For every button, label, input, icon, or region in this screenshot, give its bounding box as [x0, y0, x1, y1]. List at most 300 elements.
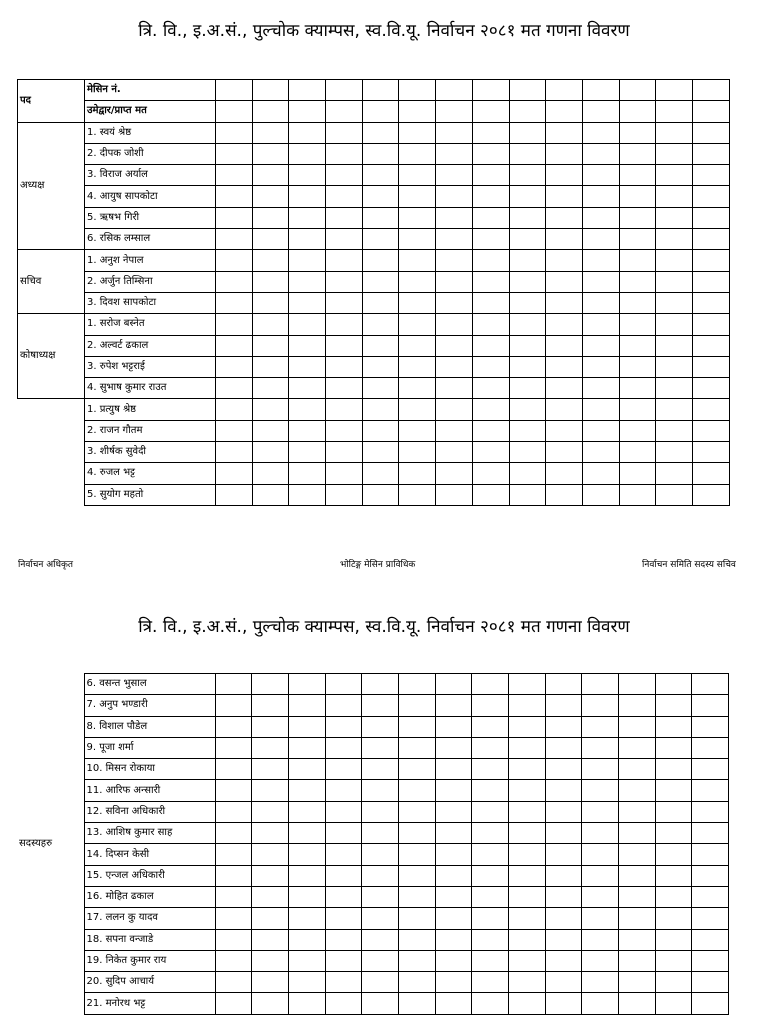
vote-cell: [656, 463, 693, 484]
vote-cell: [472, 80, 509, 101]
vote-cell: [582, 908, 619, 929]
vote-cell: [362, 737, 399, 758]
vote-cell: [619, 314, 656, 335]
vote-cell: [399, 101, 436, 122]
vote-cell: [546, 442, 583, 463]
vote-cell: [399, 229, 436, 250]
vote-cell: [399, 314, 436, 335]
vote-cell: [472, 484, 509, 505]
vote-cell: [289, 420, 326, 441]
vote-cell: [436, 463, 473, 484]
candidate-name: 4. आयुष सापकोटा: [85, 186, 216, 207]
vote-cell: [215, 801, 252, 822]
vote-cell: [398, 929, 435, 950]
table-row: [18, 207, 730, 228]
vote-cell: [472, 165, 509, 186]
vote-cell: [656, 165, 693, 186]
vote-cell: [692, 865, 729, 886]
vote-cell: [509, 250, 546, 271]
vote-cell: [582, 674, 619, 695]
vote-cell: [325, 695, 362, 716]
vote-cell: [472, 886, 509, 907]
vote-cell: [656, 186, 693, 207]
vote-cell: [288, 993, 325, 1014]
vote-cell: [399, 186, 436, 207]
vote-cell: [692, 271, 729, 292]
vote-cell: [546, 463, 583, 484]
vote-cell: [582, 865, 619, 886]
vote-cell: [472, 378, 509, 399]
vote-cell: [656, 229, 693, 250]
vote-cell: [582, 292, 619, 313]
vote-cell: [692, 780, 729, 801]
vote-cell: [619, 759, 656, 780]
vote-cell: [326, 80, 363, 101]
vote-cell: [582, 823, 619, 844]
candidate-name: 9. पूजा शर्मा: [84, 737, 215, 758]
vote-cell: [582, 929, 619, 950]
vote-cell: [509, 716, 546, 737]
vote-cell: [289, 101, 326, 122]
vote-cell: [656, 292, 693, 313]
vote-cell: [362, 122, 399, 143]
vote-cell: [546, 80, 583, 101]
vote-cell: [398, 780, 435, 801]
vote-cell: [619, 442, 656, 463]
table-row: [18, 335, 730, 356]
post-name-members: सदस्यहरु: [17, 674, 84, 1015]
vote-cell: [545, 950, 582, 971]
candidate-name: 2. राजन गौतम: [85, 420, 216, 441]
vote-cell: [656, 442, 693, 463]
vote-cell: [509, 186, 546, 207]
table-row: [18, 229, 730, 250]
vote-cell: [472, 780, 509, 801]
vote-cell: [326, 122, 363, 143]
vote-cell: [362, 292, 399, 313]
vote-cell: [619, 865, 656, 886]
vote-cell: [326, 250, 363, 271]
vote-cell: [619, 737, 656, 758]
vote-cell: [398, 950, 435, 971]
vote-cell: [509, 420, 546, 441]
candidate-name: 2. दीपक जोशी: [85, 143, 216, 164]
candidate-name: 3. विराज अर्याल: [85, 165, 216, 186]
vote-cell: [252, 865, 289, 886]
vote-cell: [509, 801, 546, 822]
candidate-name: 21. मनोरथ भट्ट: [84, 993, 215, 1014]
vote-cell: [288, 972, 325, 993]
vote-cell: [509, 229, 546, 250]
vote-cell: [288, 674, 325, 695]
vote-cell: [362, 950, 399, 971]
vote-cell: [545, 972, 582, 993]
vote-cell: [655, 972, 692, 993]
vote-cell: [582, 737, 619, 758]
vote-cell: [362, 801, 399, 822]
vote-cell: [692, 399, 729, 420]
vote-cell: [545, 780, 582, 801]
vote-cell: [692, 292, 729, 313]
table-row: [17, 929, 729, 950]
vote-cell: [692, 908, 729, 929]
vote-cell: [692, 250, 729, 271]
vote-cell: [399, 250, 436, 271]
vote-cell: [692, 80, 729, 101]
vote-cell: [509, 356, 546, 377]
vote-cell: [252, 399, 289, 420]
vote-cell: [398, 865, 435, 886]
vote-cell: [656, 378, 693, 399]
vote-cell: [362, 207, 399, 228]
vote-cell: [582, 972, 619, 993]
vote-cell: [656, 420, 693, 441]
vote-cell: [435, 886, 472, 907]
vote-cell: [436, 165, 473, 186]
vote-cell: [546, 229, 583, 250]
vote-cell: [436, 250, 473, 271]
table-row: [18, 271, 730, 292]
vote-cell: [656, 122, 693, 143]
vote-cell: [619, 250, 656, 271]
vote-cell: [216, 101, 253, 122]
vote-cell: [216, 484, 253, 505]
vote-cell: [436, 335, 473, 356]
vote-cell: [362, 823, 399, 844]
vote-cell: [252, 716, 289, 737]
vote-cell: [509, 101, 546, 122]
vote-cell: [582, 801, 619, 822]
vote-cell: [362, 250, 399, 271]
vote-cell: [509, 143, 546, 164]
vote-cell: [435, 993, 472, 1014]
candidate-name: 10. मिसन रोकाया: [84, 759, 215, 780]
vote-cell: [546, 186, 583, 207]
vote-cell: [215, 993, 252, 1014]
vote-cell: [619, 886, 656, 907]
vote-cell: [252, 463, 289, 484]
vote-cell: [472, 271, 509, 292]
vote-cell: [619, 823, 656, 844]
vote-cell: [362, 442, 399, 463]
vote-cell: [582, 442, 619, 463]
vote-cell: [216, 420, 253, 441]
vote-cell: [472, 929, 509, 950]
table-row: [18, 378, 730, 399]
post-name: सचिव: [18, 250, 85, 314]
vote-cell: [582, 399, 619, 420]
vote-cell: [252, 292, 289, 313]
vote-cell: [399, 165, 436, 186]
vote-cell: [472, 993, 509, 1014]
vote-cell: [692, 950, 729, 971]
vote-cell: [472, 335, 509, 356]
vote-cell: [399, 399, 436, 420]
vote-cell: [398, 972, 435, 993]
vote-cell: [546, 356, 583, 377]
vote-cell: [546, 378, 583, 399]
vote-cell: [619, 929, 656, 950]
table-row: [17, 716, 729, 737]
vote-cell: [509, 80, 546, 101]
vote-cell: [252, 356, 289, 377]
candidate-name: 1. प्रत्युष श्रेष्ठ: [85, 399, 216, 420]
vote-cell: [582, 80, 619, 101]
candidate-name: 3. शीर्षक सुवेदी: [85, 442, 216, 463]
vote-cell: [288, 695, 325, 716]
candidate-name: 12. सविना अधिकारी: [84, 801, 215, 822]
vote-cell: [472, 122, 509, 143]
vote-cell: [325, 972, 362, 993]
vote-cell: [582, 484, 619, 505]
vote-cell: [509, 378, 546, 399]
vote-cell: [252, 335, 289, 356]
vote-cell: [582, 463, 619, 484]
vote-cell: [216, 250, 253, 271]
vote-cell: [655, 801, 692, 822]
vote-cell: [509, 737, 546, 758]
candidate-name: 2. अर्जुन तिम्सिना: [85, 271, 216, 292]
vote-cell: [655, 950, 692, 971]
vote-cell: [509, 271, 546, 292]
vote-cell: [619, 165, 656, 186]
vote-cell: [436, 207, 473, 228]
vote-cell: [582, 207, 619, 228]
vote-cell: [472, 801, 509, 822]
vote-cell: [435, 929, 472, 950]
machine-number-label: मेसिन नं.: [85, 80, 216, 101]
vote-cell: [619, 844, 656, 865]
vote-cell: [252, 101, 289, 122]
vote-cell: [545, 716, 582, 737]
vote-cell: [252, 484, 289, 505]
vote-cell: [288, 929, 325, 950]
vote-cell: [215, 674, 252, 695]
vote-cell: [582, 780, 619, 801]
vote-cell: [656, 250, 693, 271]
vote-cell: [435, 759, 472, 780]
table-row: [18, 442, 730, 463]
vote-cell: [252, 207, 289, 228]
vote-cell: [509, 929, 546, 950]
vote-cell: [692, 844, 729, 865]
vote-cell: [472, 737, 509, 758]
vote-cell: [362, 674, 399, 695]
vote-cell: [325, 929, 362, 950]
vote-cell: [326, 420, 363, 441]
vote-cell: [509, 314, 546, 335]
candidate-name: 6. रसिक लम्साल: [85, 229, 216, 250]
vote-cell: [656, 207, 693, 228]
vote-cell: [435, 844, 472, 865]
vote-cell: [362, 759, 399, 780]
vote-cell: [325, 908, 362, 929]
vote-cell: [546, 399, 583, 420]
vote-cell: [398, 908, 435, 929]
vote-cell: [362, 80, 399, 101]
vote-cell: [398, 886, 435, 907]
vote-cell: [216, 122, 253, 143]
table-row: [17, 844, 729, 865]
vote-cell: [252, 143, 289, 164]
vote-cell: [325, 950, 362, 971]
vote-cell: [326, 143, 363, 164]
vote-cell: [655, 716, 692, 737]
vote-cell: [399, 335, 436, 356]
vote-cell: [509, 122, 546, 143]
vote-cell: [692, 463, 729, 484]
vote-cell: [546, 271, 583, 292]
vote-cell: [362, 314, 399, 335]
vote-cell: [398, 993, 435, 1014]
vote-cell: [289, 229, 326, 250]
vote-cell: [582, 101, 619, 122]
vote-cell: [509, 886, 546, 907]
vote-cell: [289, 207, 326, 228]
vote-cell: [325, 674, 362, 695]
vote-cell: [619, 292, 656, 313]
vote-cell: [252, 695, 289, 716]
table-row: [17, 886, 729, 907]
vote-cell: [398, 737, 435, 758]
vote-cell: [546, 314, 583, 335]
vote-cell: [326, 229, 363, 250]
vote-cell: [582, 695, 619, 716]
vote-cell: [472, 229, 509, 250]
vote-cell: [325, 737, 362, 758]
vote-cell: [546, 484, 583, 505]
vote-cell: [472, 186, 509, 207]
table-row: [17, 801, 729, 822]
vote-cell: [289, 122, 326, 143]
vote-cell: [619, 80, 656, 101]
candidate-name: 5. सुयोग महतो: [85, 484, 216, 505]
vote-cell: [216, 229, 253, 250]
vote-cell: [692, 101, 729, 122]
vote-cell: [546, 101, 583, 122]
vote-cell: [362, 463, 399, 484]
footer-committee-secretary: निर्वाचन समिति सदस्य सचिव: [642, 560, 736, 570]
vote-cell: [326, 484, 363, 505]
vote-cell: [289, 271, 326, 292]
vote-cell: [215, 780, 252, 801]
candidate-name: 18. सपना वन्जाडे: [84, 929, 215, 950]
vote-cell: [545, 993, 582, 1014]
vote-cell: [619, 463, 656, 484]
vote-cell: [692, 229, 729, 250]
vote-cell: [545, 801, 582, 822]
vote-cell: [252, 442, 289, 463]
vote-cell: [399, 420, 436, 441]
vote-cell: [362, 229, 399, 250]
vote-cell: [436, 442, 473, 463]
vote-cell: [656, 143, 693, 164]
vote-cell: [435, 780, 472, 801]
vote-cell: [436, 229, 473, 250]
vote-cell: [435, 716, 472, 737]
vote-cell: [326, 271, 363, 292]
vote-cell: [582, 356, 619, 377]
vote-cell: [252, 737, 289, 758]
table-row: [18, 165, 730, 186]
vote-cell: [472, 823, 509, 844]
vote-cell: [215, 844, 252, 865]
vote-cell: [252, 165, 289, 186]
vote-cell: [582, 420, 619, 441]
vote-cell: [325, 865, 362, 886]
vote-cell: [252, 314, 289, 335]
vote-cell: [582, 993, 619, 1014]
vote-cell: [325, 759, 362, 780]
vote-cell: [289, 378, 326, 399]
vote-cell: [472, 463, 509, 484]
table-row: [17, 972, 729, 993]
candidate-name: 14. दिप्सन केसी: [84, 844, 215, 865]
vote-cell: [546, 165, 583, 186]
vote-cell: [252, 80, 289, 101]
candidate-name: 17. ललन कु यादव: [84, 908, 215, 929]
vote-cell: [619, 972, 656, 993]
vote-cell: [582, 122, 619, 143]
vote-cell: [472, 207, 509, 228]
vote-cell: [582, 165, 619, 186]
vote-cell: [692, 484, 729, 505]
vote-cell: [362, 695, 399, 716]
vote-cell: [216, 80, 253, 101]
vote-cell: [545, 737, 582, 758]
vote-cell: [655, 759, 692, 780]
vote-cell: [692, 674, 729, 695]
vote-cell: [362, 271, 399, 292]
vote-cell: [325, 886, 362, 907]
vote-cell: [436, 101, 473, 122]
vote-cell: [362, 186, 399, 207]
table-row: [17, 780, 729, 801]
table-row: [18, 292, 730, 313]
vote-cell: [399, 292, 436, 313]
vote-cell: [509, 674, 546, 695]
vote-cell: [215, 972, 252, 993]
candidate-name: 1. अनुश नेपाल: [85, 250, 216, 271]
vote-cell: [692, 314, 729, 335]
vote-cell: [472, 716, 509, 737]
vote-cell: [252, 993, 289, 1014]
vote-cell: [252, 823, 289, 844]
vote-cell: [619, 908, 656, 929]
candidate-votes-label: उमेद्वार/प्राप्त मत: [85, 101, 216, 122]
vote-cell: [399, 378, 436, 399]
vote-count-table: [17, 79, 730, 506]
vote-cell: [362, 844, 399, 865]
vote-cell: [252, 229, 289, 250]
vote-cell: [289, 356, 326, 377]
vote-cell: [216, 207, 253, 228]
vote-cell: [509, 695, 546, 716]
vote-cell: [288, 908, 325, 929]
vote-cell: [546, 122, 583, 143]
vote-cell: [655, 823, 692, 844]
vote-cell: [656, 80, 693, 101]
vote-cell: [362, 143, 399, 164]
vote-cell: [252, 780, 289, 801]
vote-cell: [216, 292, 253, 313]
vote-cell: [289, 484, 326, 505]
vote-cell: [582, 271, 619, 292]
vote-cell: [509, 865, 546, 886]
vote-cell: [252, 186, 289, 207]
table-row: [18, 484, 730, 505]
vote-cell: [655, 993, 692, 1014]
